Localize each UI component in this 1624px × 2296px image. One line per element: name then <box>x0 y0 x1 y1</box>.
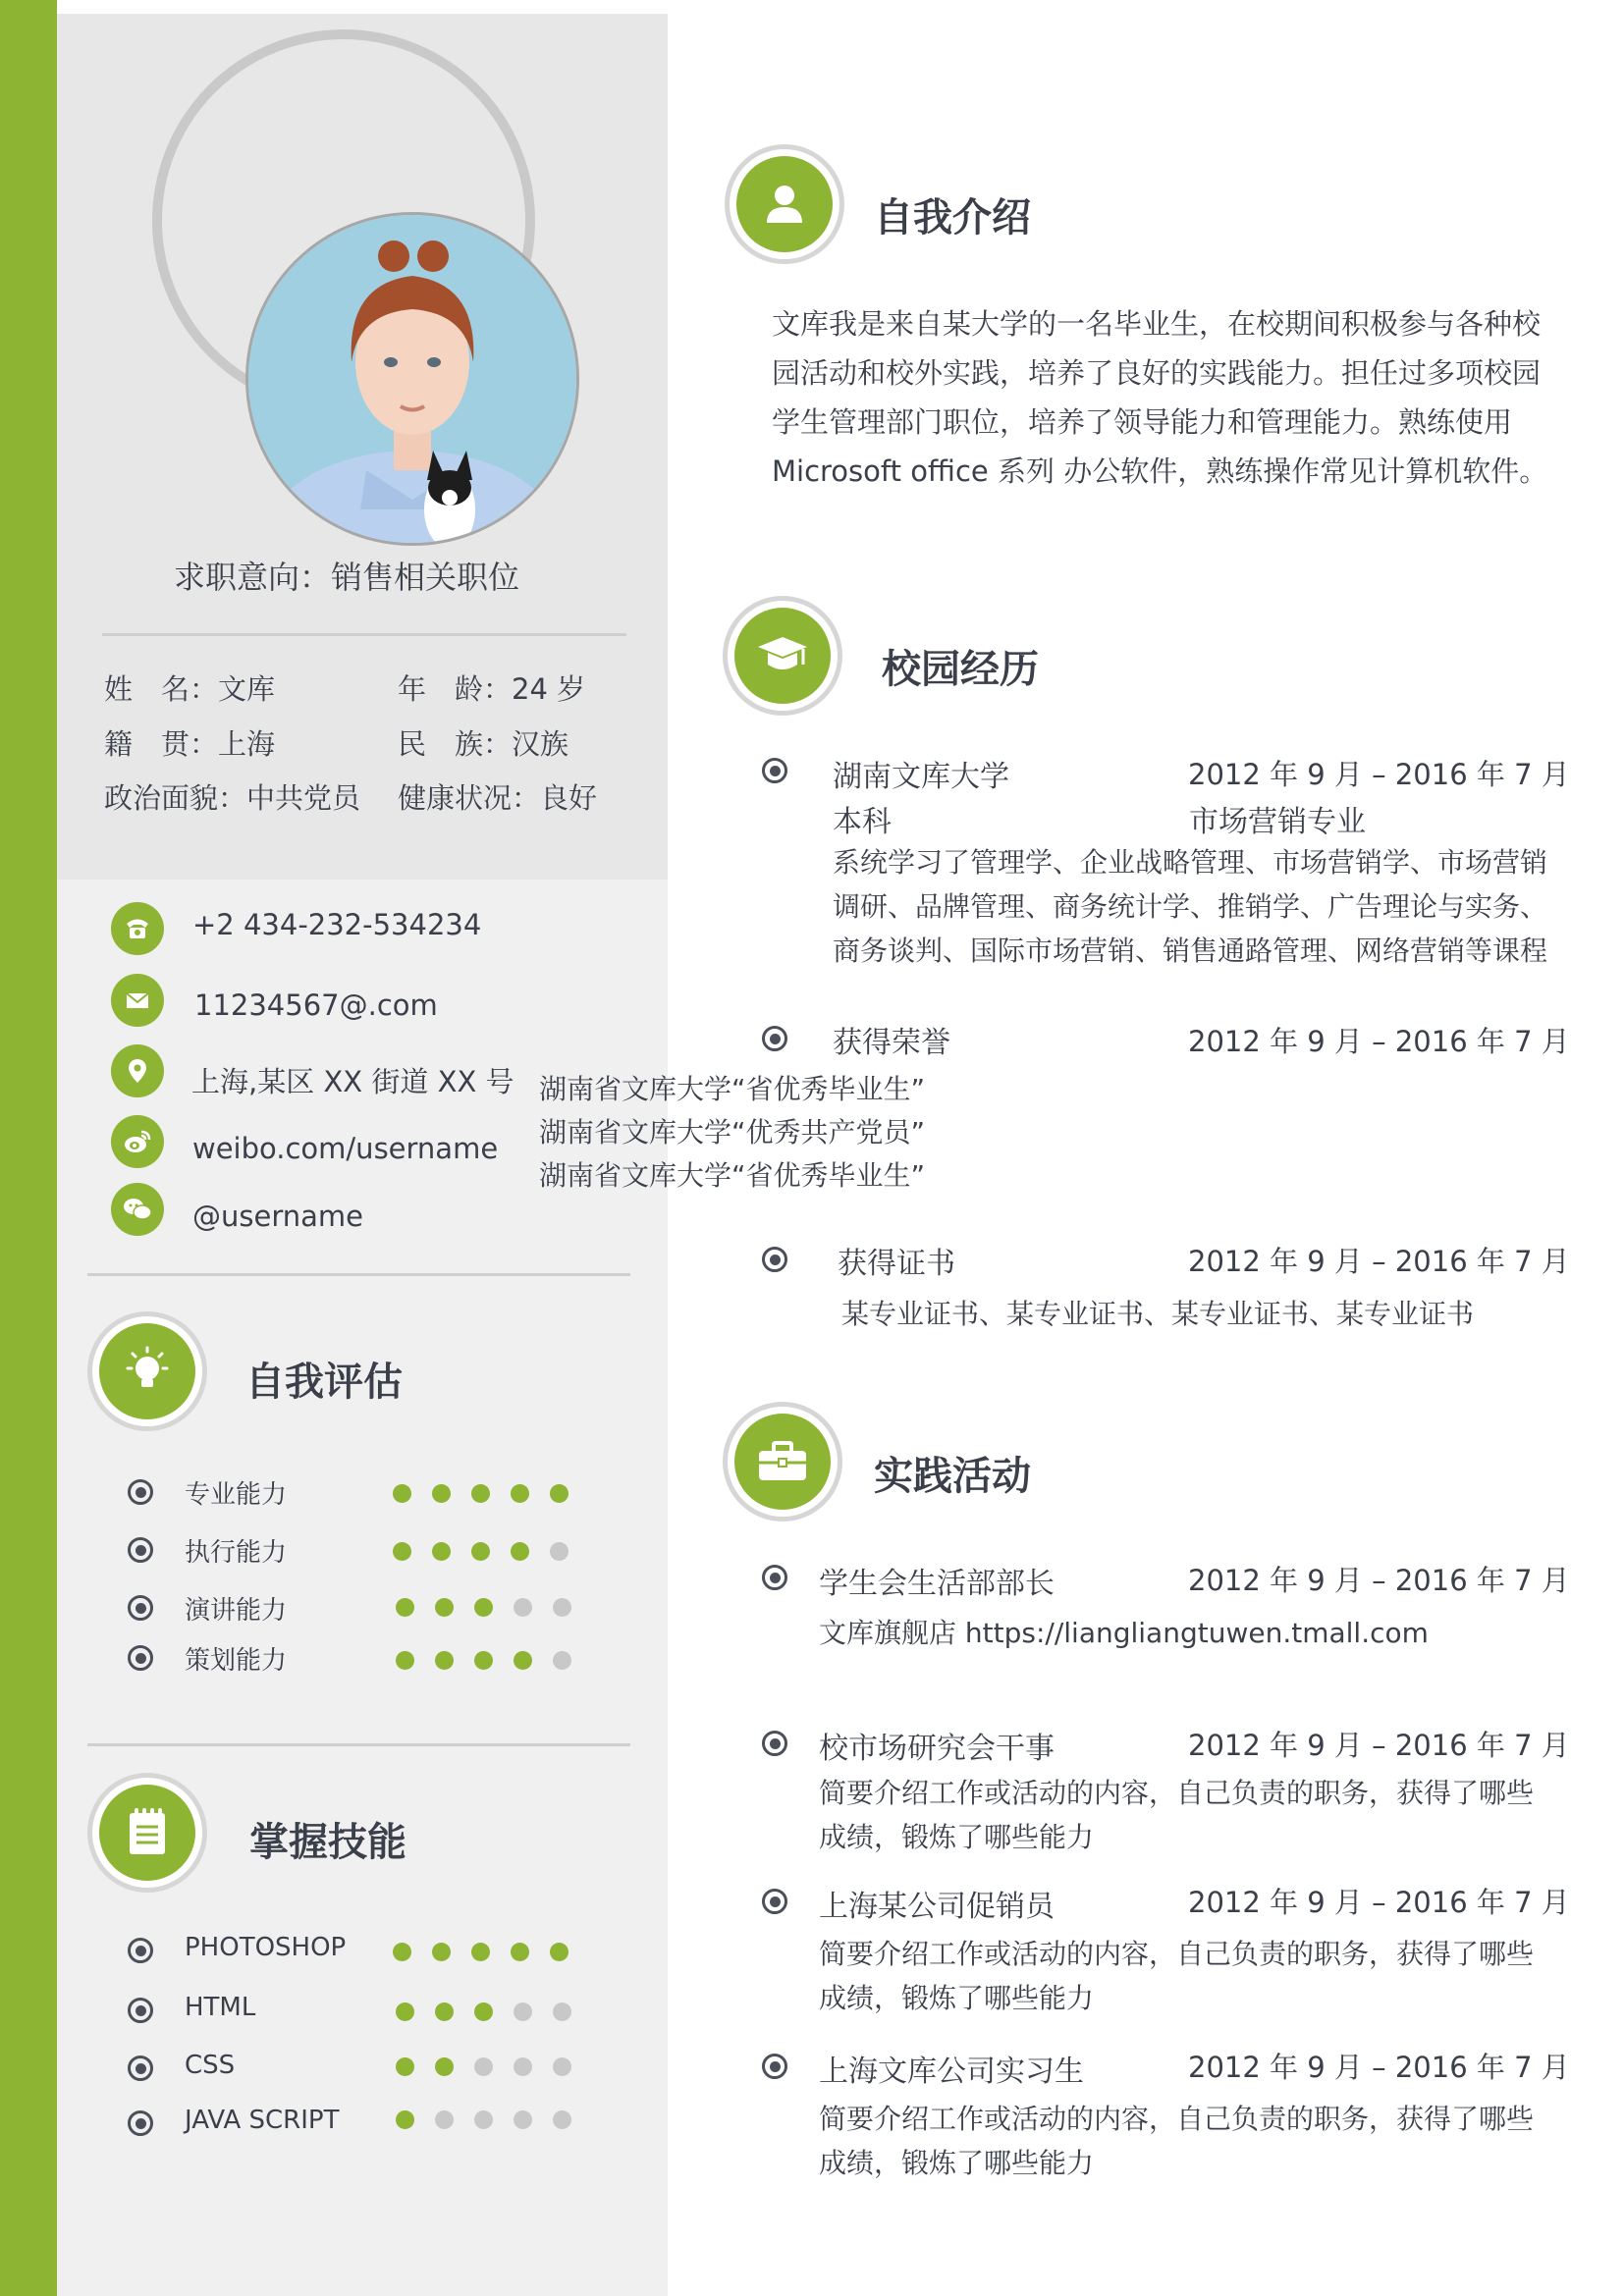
campus-title: 校园经历 <box>882 647 1039 692</box>
rating-dot-empty <box>553 1651 571 1670</box>
rating-dot-filled <box>435 2002 454 2021</box>
accent-side-bar <box>0 0 57 2296</box>
campus-badge <box>723 596 842 716</box>
skill-label: 执行能力 <box>185 1538 288 1568</box>
practice-item-desc <box>819 2097 1585 2185</box>
contact-phone: +2 434-232-534234 <box>192 908 482 941</box>
rating-dot-filled <box>471 1943 490 1961</box>
mail-icon <box>111 974 164 1027</box>
courses-line: 系统学习了管理学、企业战略管理、市场营销学、市场营销 <box>833 846 1548 879</box>
honors-date: 2012 年 9 月 – 2016 年 7 月 <box>1188 1025 1570 1058</box>
skill-label: JAVA SCRIPT <box>185 2106 340 2135</box>
weibo-icon <box>111 1115 164 1168</box>
graduation-cap-icon <box>734 608 831 704</box>
rating-dot-empty <box>553 2057 571 2076</box>
rating-dot-filled <box>511 1542 529 1561</box>
bullet-icon <box>128 1998 153 2023</box>
honor-item: 湖南省文库大学“省优秀毕业生” <box>539 1159 926 1192</box>
practice-item-date: 2012 年 9 月 – 2016 年 7 月 <box>1188 1564 1570 1597</box>
user-icon <box>736 156 833 252</box>
rating-dot-filled <box>474 1651 493 1670</box>
rating-dots <box>393 1484 568 1503</box>
rating-dot-filled <box>435 1651 454 1670</box>
profile-photo <box>245 212 579 546</box>
courses-line: 调研、品牌管理、商务统计学、推销学、广告理论与实务、 <box>833 890 1548 923</box>
practice-title: 实践活动 <box>874 1454 1031 1499</box>
bullet-icon <box>762 1026 787 1051</box>
rating-dot-empty <box>435 2110 454 2129</box>
rating-dot-empty <box>553 1598 571 1617</box>
bullet-icon <box>762 758 787 783</box>
bullet-icon <box>128 1938 153 1963</box>
skill-label: HTML <box>185 1993 256 2022</box>
rating-dot-empty <box>514 2002 532 2021</box>
info-health: 健康状况：良好 <box>398 781 598 815</box>
rating-dot-filled <box>550 1943 568 1961</box>
skills-badge <box>87 1773 207 1893</box>
skills-title: 掌握技能 <box>249 1820 406 1865</box>
rating-dot-empty <box>514 2057 532 2076</box>
rating-dots <box>393 1542 568 1561</box>
desc-line: 简要介绍工作或活动的内容，自己负责的职务，获得了哪些 <box>819 1938 1535 1970</box>
job-intention: 求职意向：销售相关职位 <box>173 559 519 596</box>
rating-dot-filled <box>396 2057 414 2076</box>
rating-dot-filled <box>471 1484 490 1503</box>
bullet-icon <box>128 1645 153 1671</box>
school-name: 湖南文库大学 <box>833 760 1009 794</box>
desc-line: 简要介绍工作或活动的内容，自己负责的职务，获得了哪些 <box>819 1777 1535 1809</box>
intro-line: 园活动和校外实践，培养了良好的实践能力。担任过多项校园 <box>772 356 1542 390</box>
rating-dot-filled <box>393 1542 411 1561</box>
skill-label: 演讲能力 <box>185 1596 288 1626</box>
school-major: 市场营销专业 <box>1189 805 1366 839</box>
desc-line: 简要介绍工作或活动的内容，自己负责的职务，获得了哪些 <box>819 2103 1535 2135</box>
contact-wechat: @username <box>192 1200 363 1233</box>
practice-item-title: 上海某公司促销员 <box>819 1890 1055 1924</box>
rating-dot-filled <box>432 1484 451 1503</box>
skill-label: 专业能力 <box>185 1480 288 1510</box>
rating-dot-empty <box>550 1542 568 1561</box>
practice-item-date: 2012 年 9 月 – 2016 年 7 月 <box>1188 2051 1570 2084</box>
rating-dot-filled <box>435 1598 454 1617</box>
notepad-icon <box>99 1785 195 1881</box>
rating-dot-filled <box>393 1484 411 1503</box>
rating-dot-filled <box>396 1598 414 1617</box>
practice-item-title: 校市场研究会干事 <box>819 1732 1055 1766</box>
info-ethnicity: 民 族：汉族 <box>398 727 569 761</box>
bullet-icon <box>762 1247 787 1272</box>
bullet-icon <box>762 1731 787 1756</box>
info-hometown: 籍 贯：上海 <box>104 727 276 761</box>
location-pin-icon <box>111 1044 164 1097</box>
rating-dot-filled <box>474 1598 493 1617</box>
info-age: 年 龄：24 岁 <box>398 672 586 706</box>
bullet-icon <box>128 2110 153 2136</box>
contact-weibo: weibo.com/username <box>192 1132 499 1165</box>
rating-dot-filled <box>511 1484 529 1503</box>
practice-item-desc: 文库旗舰店 https://liangliangtuwen.tmall.com <box>819 1617 1429 1649</box>
lightbulb-icon <box>99 1323 195 1419</box>
bullet-icon <box>762 1889 787 1914</box>
rating-dots <box>396 2110 571 2129</box>
honor-item: 湖南省文库大学“省优秀毕业生” <box>539 1073 926 1105</box>
practice-item-title: 上海文库公司实习生 <box>819 2055 1084 2089</box>
certs-title: 获得证书 <box>838 1247 955 1281</box>
desc-line: 成绩，锻炼了哪些能力 <box>819 1821 1095 1853</box>
rating-dot-filled <box>550 1484 568 1503</box>
contact-email: 11234567@.com <box>194 988 438 1022</box>
divider <box>87 1743 630 1746</box>
rating-dot-filled <box>432 1542 451 1561</box>
rating-dot-filled <box>396 2002 414 2021</box>
self-eval-badge <box>87 1311 207 1431</box>
intro-text <box>772 299 1587 496</box>
intro-badge <box>725 144 844 264</box>
bullet-icon <box>128 2056 153 2081</box>
rating-dot-filled <box>396 1651 414 1670</box>
courses-line: 商务谈判、国际市场营销、销售通路管理、网络营销等课程 <box>833 934 1548 967</box>
certs-date: 2012 年 9 月 – 2016 年 7 月 <box>1188 1245 1570 1278</box>
wechat-icon <box>111 1183 164 1236</box>
rating-dot-filled <box>432 1943 451 1961</box>
rating-dots <box>396 1598 571 1617</box>
rating-dots <box>396 1651 571 1670</box>
bullet-icon <box>762 2054 787 2079</box>
honors-title: 获得荣誉 <box>833 1026 950 1060</box>
rating-dot-empty <box>514 1598 532 1617</box>
rating-dot-filled <box>474 2002 493 2021</box>
skill-label: CSS <box>185 2051 236 2080</box>
rating-dot-empty <box>474 2110 493 2129</box>
briefcase-icon <box>734 1414 831 1510</box>
honor-item: 湖南省文库大学“优秀共产党员” <box>539 1116 926 1148</box>
divider <box>87 1273 630 1276</box>
certs-desc: 某专业证书、某专业证书、某专业证书、某专业证书 <box>841 1298 1475 1330</box>
skill-label: PHOTOSHOP <box>185 1933 347 1962</box>
self-eval-title: 自我评估 <box>245 1360 403 1405</box>
info-name: 姓 名：文库 <box>104 672 276 706</box>
bullet-icon <box>762 1565 787 1590</box>
rating-dot-filled <box>435 2057 454 2076</box>
contact-address: 上海,某区 XX 街道 XX 号 <box>191 1065 514 1098</box>
rating-dot-empty <box>553 2110 571 2129</box>
intro-line: 学生管理部门职位，培养了领导能力和管理能力。熟练使用 <box>772 405 1513 439</box>
rating-dot-empty <box>553 2002 571 2021</box>
rating-dots <box>393 1943 568 1961</box>
rating-dot-filled <box>396 2110 414 2129</box>
desc-line: 成绩，锻炼了哪些能力 <box>819 1982 1095 2014</box>
practice-item-desc <box>819 1771 1585 1859</box>
intro-title: 自我介绍 <box>874 195 1031 240</box>
rating-dots <box>396 2002 571 2021</box>
school-degree: 本科 <box>833 805 892 839</box>
rating-dot-filled <box>514 1651 532 1670</box>
rating-dot-empty <box>514 2110 532 2129</box>
info-political-status: 政治面貌：中共党员 <box>104 781 361 815</box>
school-date: 2012 年 9 月 – 2016 年 7 月 <box>1188 758 1570 791</box>
practice-item-date: 2012 年 9 月 – 2016 年 7 月 <box>1188 1886 1570 1919</box>
practice-item-title: 学生会生活部部长 <box>819 1567 1055 1601</box>
practice-item-desc <box>819 1932 1585 2020</box>
school-courses <box>833 840 1579 973</box>
phone-icon <box>111 902 164 955</box>
honors-list <box>539 1068 991 1198</box>
rating-dots <box>396 2057 571 2076</box>
intro-line: 文库我是来自某大学的一名毕业生，在校期间积极参与各种校 <box>772 307 1542 341</box>
rating-dot-filled <box>471 1542 490 1561</box>
bullet-icon <box>128 1479 153 1505</box>
bullet-icon <box>128 1595 153 1621</box>
desc-line: 成绩，锻炼了哪些能力 <box>819 2147 1095 2179</box>
intro-line: Microsoft office 系列 办公软件，熟练操作常见计算机软件。 <box>772 454 1548 488</box>
divider <box>102 633 626 636</box>
practice-item-date: 2012 年 9 月 – 2016 年 7 月 <box>1188 1729 1570 1762</box>
rating-dot-filled <box>511 1943 529 1961</box>
rating-dot-filled <box>393 1943 411 1961</box>
bullet-icon <box>128 1537 153 1563</box>
rating-dot-empty <box>474 2057 493 2076</box>
skill-label: 策划能力 <box>185 1646 288 1676</box>
practice-badge <box>723 1402 842 1522</box>
